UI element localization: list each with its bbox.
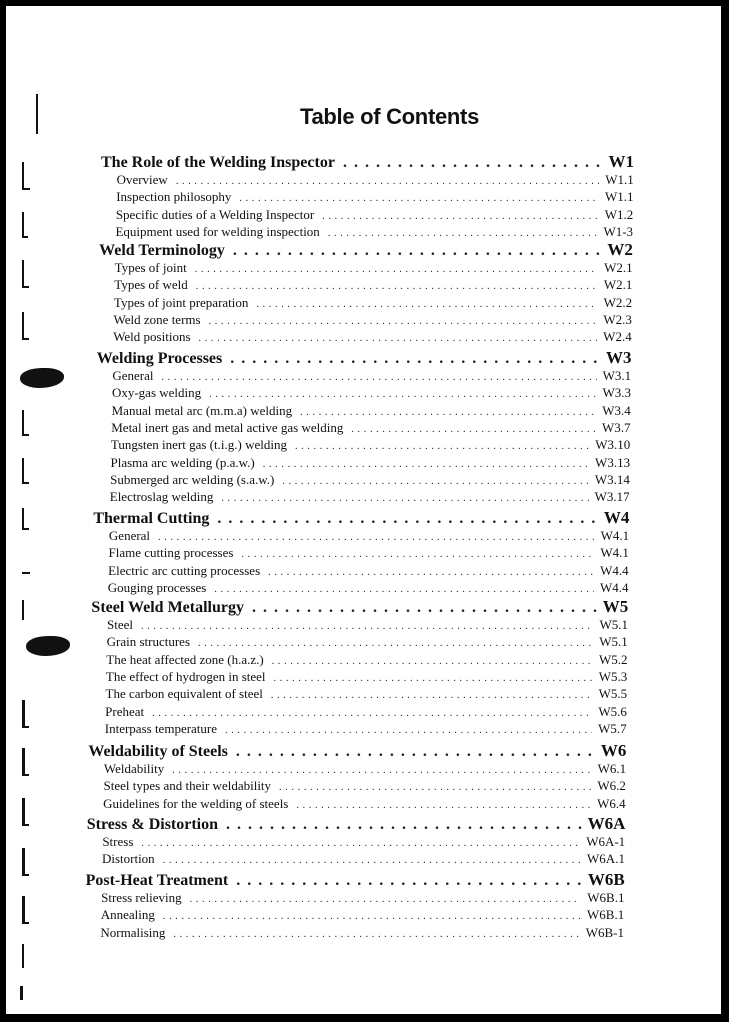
- dot-leader: [209, 316, 598, 327]
- section-row[interactable]: [87, 814, 626, 834]
- section-page-number: W6B: [587, 870, 625, 889]
- entry-page-number: W1.1: [605, 172, 634, 187]
- dot-leader: [158, 532, 595, 543]
- page-title: Table of Contents: [299, 104, 480, 129]
- dot-leader: [221, 493, 588, 504]
- dot-leader: [296, 800, 591, 811]
- entry-label: Equipment used for welding inspection: [115, 223, 320, 239]
- dot-leader: [225, 725, 592, 736]
- entry-label: Types of weld: [114, 277, 188, 293]
- dot-leader: [268, 567, 594, 578]
- dot-leader: [279, 782, 591, 793]
- section-row[interactable]: [91, 597, 628, 617]
- dot-leader: [236, 743, 595, 761]
- toc-entry[interactable]: [102, 834, 625, 850]
- dot-leader: [176, 176, 599, 187]
- dot-leader: [295, 441, 589, 452]
- section-title: Post-Heat Treatment: [85, 872, 229, 889]
- entry-page-number: W2.1: [603, 277, 633, 293]
- toc-entry[interactable]: [104, 778, 626, 794]
- section-row[interactable]: [88, 741, 626, 761]
- entry-page-number: W6B-1: [585, 924, 625, 940]
- toc-entry[interactable]: [112, 368, 631, 384]
- entry-label: Steel types and their weldability: [103, 778, 272, 794]
- entry-label: Distortion: [101, 851, 155, 867]
- entry-page-number: W3.13: [595, 454, 631, 470]
- entry-label: Preheat: [105, 703, 145, 719]
- entry-page-number: W5.1: [599, 617, 628, 632]
- entry-page-number: W5.2: [599, 651, 628, 667]
- entry-label: General: [108, 528, 151, 543]
- entry-label: Steel: [107, 617, 133, 632]
- dot-leader: [173, 929, 579, 940]
- toc-entry[interactable]: [102, 851, 625, 867]
- toc-entry[interactable]: [112, 403, 631, 419]
- dot-leader: [198, 638, 593, 649]
- dot-leader: [172, 765, 591, 776]
- section-title: Welding Processes: [96, 350, 223, 367]
- entry-page-number: W2.3: [603, 311, 632, 327]
- toc-entry[interactable]: [106, 686, 628, 702]
- toc-entry[interactable]: [114, 295, 632, 311]
- dot-leader: [322, 211, 599, 222]
- toc-entry[interactable]: [110, 489, 630, 505]
- section-row[interactable]: [99, 240, 633, 260]
- entry-page-number: W5.1: [599, 634, 628, 650]
- section-title: Weldability of Steels: [88, 743, 228, 760]
- dot-leader: [141, 838, 580, 849]
- dot-leader: [195, 264, 598, 275]
- entry-label: Weldability: [103, 761, 165, 776]
- entry-page-number: W2.2: [603, 294, 633, 310]
- entry-label: The effect of hydrogen in steel: [105, 668, 266, 684]
- entry-label: Electric arc cutting processes: [108, 562, 261, 578]
- entry-label: Inspection philosophy: [116, 189, 232, 205]
- dot-leader: [209, 389, 596, 400]
- toc-entry[interactable]: [103, 796, 626, 812]
- entry-page-number: W6.4: [597, 795, 626, 811]
- entry-label: Specific duties of a Welding Inspector: [115, 206, 315, 222]
- entry-label: Weld zone terms: [113, 311, 201, 327]
- toc-entry[interactable]: [100, 925, 624, 941]
- entry-label: Stress: [102, 834, 134, 849]
- entry-label: Plasma arc welding (p.a.w.): [110, 454, 255, 470]
- entry-page-number: W4.4: [600, 562, 629, 578]
- entry-label: Guidelines for the welding of steels: [103, 795, 289, 811]
- entry-label: Metal inert gas and metal active gas welding: [111, 419, 344, 435]
- entry-page-number: W6B.1: [587, 890, 625, 905]
- toc-entry[interactable]: [109, 545, 629, 561]
- entry-page-number: W3.10: [595, 437, 631, 453]
- section-row[interactable]: [97, 348, 632, 368]
- table-of-contents: [6, 6, 721, 1014]
- entry-page-number: W1.1: [604, 189, 634, 205]
- entry-label: Submerged arc welding (s.a.w.): [110, 471, 275, 487]
- toc-entry[interactable]: [117, 172, 634, 188]
- toc-entry[interactable]: [107, 634, 628, 650]
- dot-leader: [263, 459, 589, 470]
- toc-entry[interactable]: [111, 420, 630, 436]
- entry-page-number: W3.7: [602, 419, 631, 435]
- entry-label: Stress relieving: [101, 890, 182, 905]
- dot-leader: [236, 872, 582, 890]
- entry-page-number: W4.1: [600, 528, 630, 543]
- entry-page-number: W5.7: [598, 720, 627, 736]
- toc-entry[interactable]: [108, 563, 629, 579]
- entry-label: Flame cutting processes: [108, 545, 234, 561]
- dot-leader: [190, 894, 582, 905]
- entry-page-number: W6.1: [597, 761, 627, 776]
- section-title: The Role of the Welding Inspector: [101, 154, 335, 171]
- entry-page-number: W3.3: [602, 385, 631, 401]
- entry-label: General: [112, 368, 154, 383]
- dot-leader: [343, 154, 603, 172]
- dot-leader: [272, 656, 593, 667]
- toc-entry[interactable]: [101, 890, 624, 906]
- entry-page-number: W6A-1: [586, 834, 626, 849]
- entry-page-number: W6A.1: [587, 851, 625, 867]
- entry-page-number: W4.1: [600, 545, 629, 561]
- section-page-number: W4: [603, 508, 630, 527]
- dot-leader: [217, 510, 598, 528]
- toc-entry[interactable]: [105, 721, 627, 737]
- toc-entry[interactable]: [110, 472, 630, 488]
- dot-leader: [226, 816, 582, 834]
- document-page: [6, 6, 721, 1014]
- dot-leader: [239, 193, 599, 204]
- dot-leader: [196, 281, 598, 292]
- toc-entry[interactable]: [101, 907, 624, 923]
- toc-entry[interactable]: [110, 455, 630, 471]
- entry-label: Oxy-gas welding: [111, 385, 202, 401]
- entry-label: Gouging processes: [107, 579, 207, 595]
- toc-entry[interactable]: [107, 617, 628, 633]
- dot-leader: [241, 549, 594, 560]
- dot-leader: [230, 350, 600, 368]
- section-title: Steel Weld Metallurgy: [91, 599, 244, 616]
- dot-leader: [199, 333, 598, 344]
- dot-leader: [161, 372, 596, 383]
- dot-leader: [351, 424, 596, 435]
- dot-leader: [141, 621, 593, 632]
- section-page-number: W1: [608, 152, 634, 171]
- dot-leader: [271, 690, 593, 701]
- entry-label: Weld positions: [113, 329, 191, 345]
- entry-page-number: W6.2: [597, 778, 626, 794]
- section-page-number: W2: [607, 240, 633, 259]
- entry-label: Types of joint: [114, 260, 187, 275]
- entry-page-number: W5.3: [598, 668, 628, 684]
- toc-entry[interactable]: [105, 704, 627, 720]
- section-row[interactable]: [101, 152, 634, 172]
- entry-label: Tungsten inert gas (t.i.g.) welding: [110, 437, 287, 453]
- toc-entry[interactable]: [106, 669, 627, 685]
- entry-page-number: W1-3: [603, 223, 634, 239]
- dot-leader: [152, 708, 592, 719]
- entry-label: Interpass temperature: [104, 720, 218, 736]
- section-row[interactable]: [86, 870, 625, 890]
- toc-entry[interactable]: [108, 580, 629, 596]
- toc-entry[interactable]: [106, 652, 627, 668]
- section-title: Weld Terminology: [99, 242, 225, 259]
- dot-leader: [274, 673, 593, 684]
- toc-entry[interactable]: [104, 761, 626, 777]
- entry-label: Annealing: [100, 907, 155, 923]
- entry-page-number: W3.17: [594, 489, 630, 505]
- dot-leader: [214, 584, 594, 595]
- entry-page-number: W1.2: [604, 206, 634, 222]
- section-title: Thermal Cutting: [93, 510, 210, 527]
- entry-label: Types of joint preparation: [113, 294, 249, 310]
- toc-entry[interactable]: [115, 260, 633, 276]
- dot-leader: [233, 242, 601, 260]
- dot-leader: [252, 599, 597, 617]
- entry-page-number: W3.14: [594, 471, 630, 487]
- section-row[interactable]: [93, 508, 629, 528]
- section-page-number: W6A: [587, 814, 626, 833]
- entry-label: Normalising: [100, 924, 166, 940]
- dot-leader: [328, 228, 598, 239]
- entry-page-number: W5.6: [598, 703, 627, 719]
- toc-entry[interactable]: [115, 224, 633, 240]
- toc-entry[interactable]: [113, 329, 632, 345]
- entry-page-number: W2.1: [604, 260, 633, 275]
- entry-page-number: W3.4: [602, 402, 631, 418]
- entry-page-number: W4.4: [599, 579, 629, 595]
- dot-leader: [282, 476, 588, 487]
- section-page-number: W6: [600, 741, 627, 760]
- section-page-number: W3: [605, 348, 632, 367]
- entry-label: Manual metal arc (m.m.a) welding: [111, 402, 293, 418]
- entry-label: Overview: [116, 172, 168, 187]
- entry-label: Grain structures: [106, 634, 191, 650]
- entry-page-number: W3.1: [602, 368, 632, 383]
- entry-page-number: W2.4: [603, 329, 632, 345]
- entry-label: Electroslag welding: [109, 489, 214, 505]
- toc-entry[interactable]: [114, 312, 632, 328]
- toc-entry[interactable]: [114, 277, 632, 293]
- entry-page-number: W5.5: [598, 686, 628, 702]
- toc-entry[interactable]: [111, 437, 630, 453]
- toc-entry[interactable]: [116, 207, 633, 223]
- entry-page-number: W6B.1: [587, 907, 625, 923]
- dot-leader: [163, 855, 581, 866]
- entry-label: The heat affected zone (h.a.z.): [106, 651, 264, 667]
- section-title: Stress & Distortion: [86, 816, 219, 833]
- dot-leader: [256, 299, 597, 310]
- toc-entry[interactable]: [116, 189, 633, 205]
- section-page-number: W5: [602, 597, 629, 616]
- toc-entry[interactable]: [109, 528, 629, 544]
- dot-leader: [300, 407, 596, 418]
- entry-label: The carbon equivalent of steel: [105, 686, 263, 702]
- dot-leader: [163, 911, 581, 922]
- toc-entry[interactable]: [112, 385, 631, 401]
